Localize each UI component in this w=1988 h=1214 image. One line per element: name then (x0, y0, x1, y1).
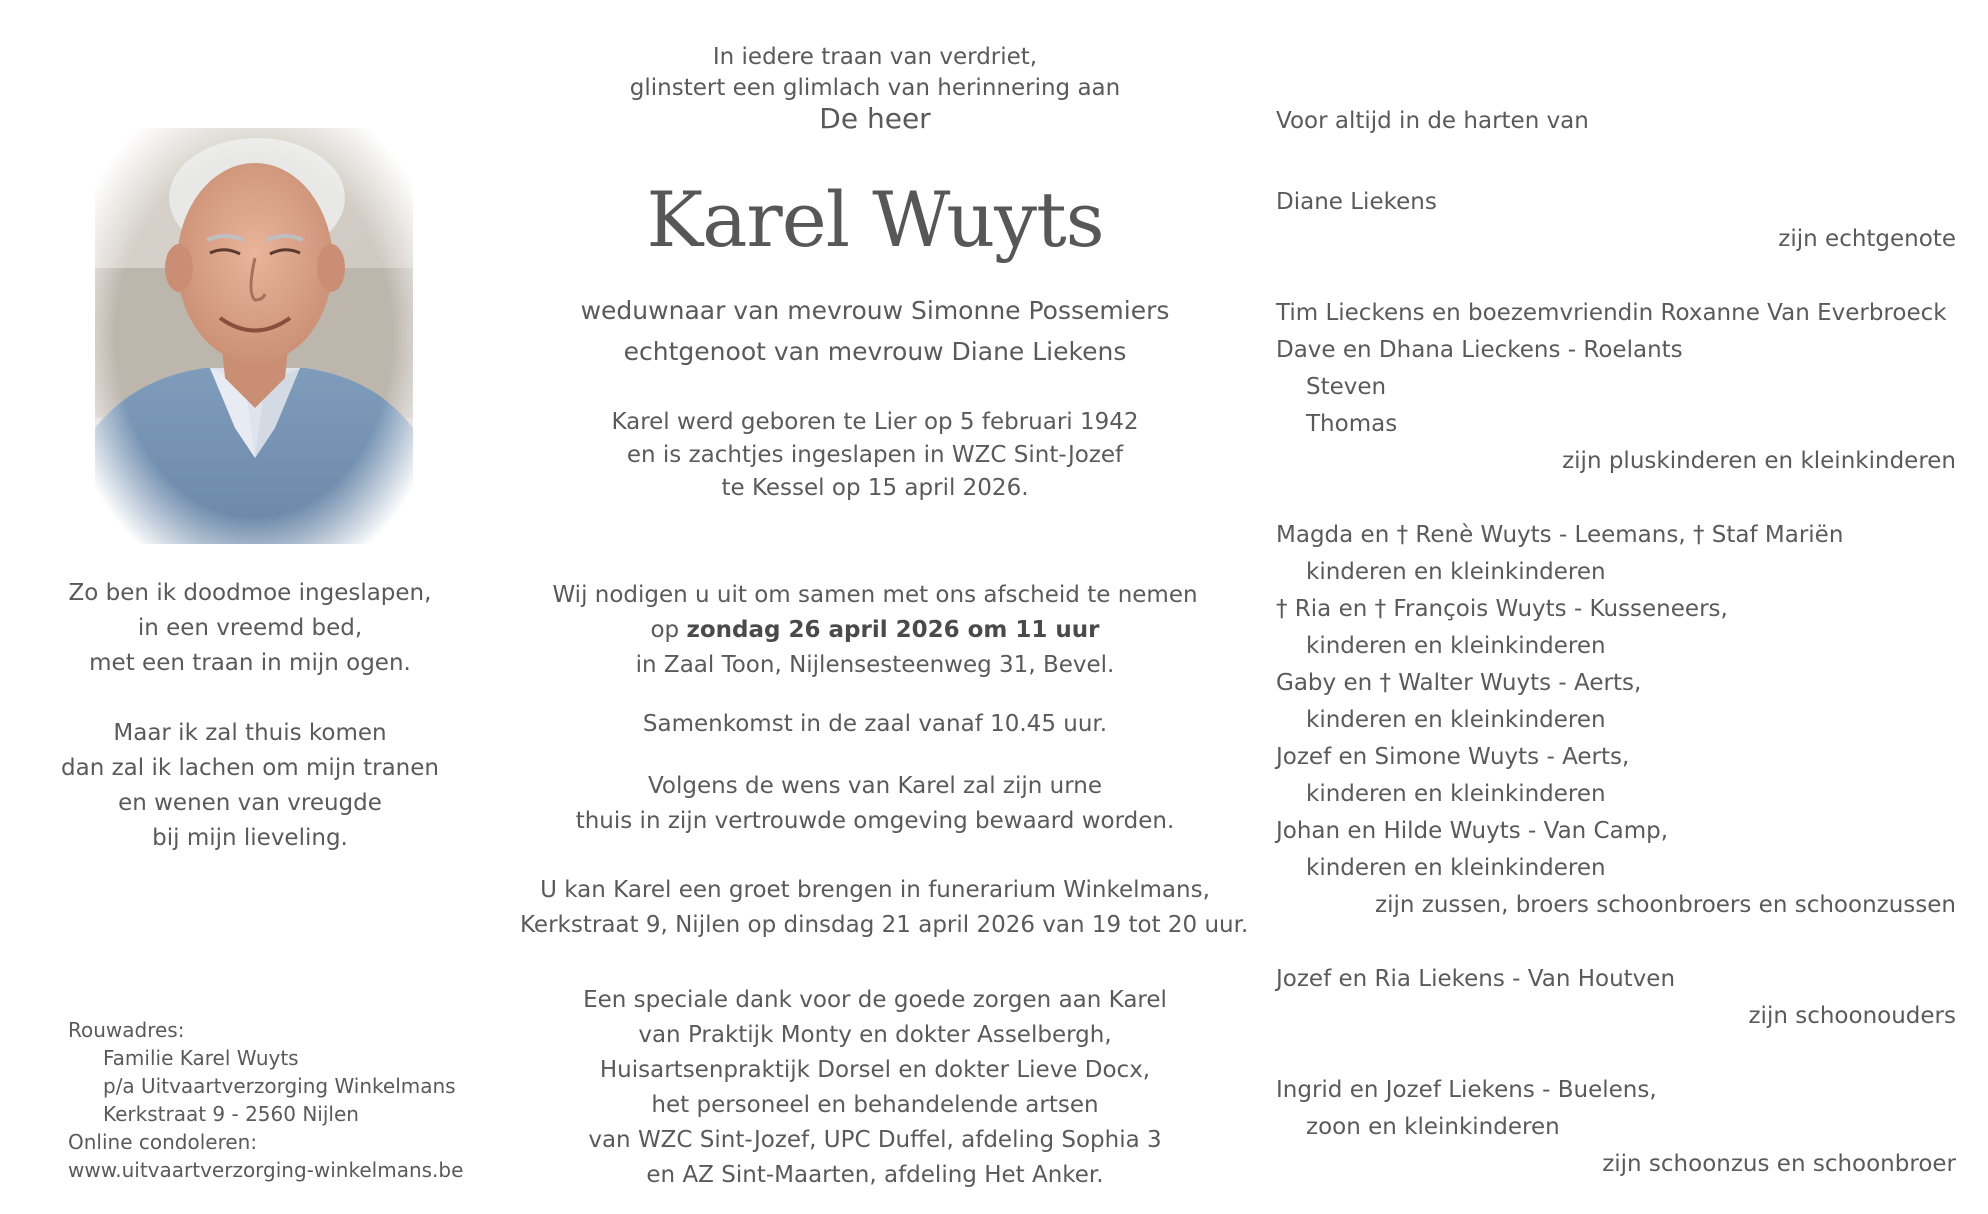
address-line: Kerkstraat 9 - 2560 Nijlen (103, 1102, 359, 1126)
family-member: Jozef en Simone Wuyts - Aerts, (1276, 744, 1630, 770)
family-member: kinderen en kleinkinderen (1306, 707, 1606, 733)
birth-line: en is zachtjes ingeslapen in WZC Sint-Jozef (626, 442, 1124, 468)
invite-line: Wij nodigen u uit om samen met ons afscheid te nemen (552, 582, 1198, 608)
ceremony-date: zondag 26 april 2026 om 11 uur (686, 617, 1100, 643)
visit-line: Kerkstraat 9, Nijlen op dinsdag 21 april 2026 van 19 tot 20 uur. (520, 912, 1249, 938)
farewell-invitation (520, 578, 1230, 683)
family-role: zijn echtgenote (1778, 226, 1956, 252)
poem-line: Maar ik zal thuis komen (113, 720, 387, 746)
quote-line: In iedere traan van verdriet, (712, 44, 1038, 70)
family-member: Jozef en Ria Liekens - Van Houtven (1276, 966, 1676, 992)
poem-line: Zo ben ik doodmoe ingeslapen, (68, 580, 432, 606)
online-condolence-label: Online condoleren: (68, 1130, 258, 1154)
family-role: zijn schoonouders (1748, 1003, 1956, 1029)
family-member: kinderen en kleinkinderen (1306, 781, 1606, 807)
family-member: Steven (1306, 374, 1387, 400)
poem-line: met een traan in mijn ogen. (89, 650, 411, 676)
poem-line: dan zal ik lachen om mijn tranen (61, 755, 439, 781)
birth-death-info (520, 406, 1230, 505)
thanks-line: en AZ Sint-Maarten, afdeling Het Anker. (646, 1162, 1104, 1188)
relation-line: weduwnaar van mevrouw Simonne Possemiers (580, 296, 1170, 325)
family-role: zijn pluskinderen en kleinkinderen (1562, 448, 1956, 474)
quote-line: glinstert een glimlach van herinnering aan (629, 75, 1121, 101)
family-member: Johan en Hilde Wuyts - Van Camp, (1276, 818, 1669, 844)
invite-date-line (520, 613, 1230, 648)
quote (520, 42, 1230, 104)
invite-prefix: op (650, 617, 687, 643)
family-member: Thomas (1306, 411, 1398, 437)
thanks-line: Een speciale dank voor de goede zorgen aan Karel (583, 987, 1167, 1013)
relations (520, 290, 1230, 372)
mourning-address (68, 1016, 463, 1184)
family-member: † Ria en † François Wuyts - Kusseneers, (1276, 596, 1728, 622)
poem-line: bij mijn lieveling. (152, 825, 348, 851)
family-role: zijn zussen, broers schoonbroers en schoonzussen (1375, 892, 1956, 918)
family-member: zoon en kleinkinderen (1306, 1114, 1560, 1140)
invite-location: in Zaal Toon, Nijlensesteenweg 31, Bevel. (635, 652, 1115, 678)
website-link[interactable]: www.uitvaartverzorging-winkelmans.be (68, 1158, 464, 1182)
family-member: Magda en † Renè Wuyts - Leemans, † Staf Mariën (1276, 522, 1844, 548)
poem-line: in een vreemd bed, (137, 615, 363, 641)
urn-line: Volgens de wens van Karel zal zijn urne (647, 773, 1103, 799)
relation-line: echtgenoot van mevrouw Diane Liekens (623, 337, 1127, 366)
family-role: zijn schoonzus en schoonbroer (1602, 1151, 1956, 1177)
family-member: Gaby en † Walter Wuyts - Aerts, (1276, 670, 1642, 696)
gathering-time (520, 707, 1230, 742)
family-member: kinderen en kleinkinderen (1306, 633, 1606, 659)
visitation-info (520, 873, 1249, 943)
address-line: Familie Karel Wuyts (103, 1046, 299, 1070)
thanks-line: Huisartsenpraktijk Dorsel en dokter Lieve Docx, (599, 1057, 1151, 1083)
family-member: Ingrid en Jozef Liekens - Buelens, (1276, 1077, 1657, 1103)
urn-wish (520, 769, 1230, 839)
poem (40, 576, 460, 856)
thanks-section (520, 983, 1230, 1193)
salutation: De heer (819, 102, 931, 135)
birth-line: Karel werd geboren te Lier op 5 februari 1942 (611, 409, 1139, 435)
address-label: Rouwadres: (68, 1018, 185, 1042)
poem-stanza-gap (40, 681, 460, 716)
visit-line: U kan Karel een groet brengen in funerarium Winkelmans, (540, 877, 1210, 903)
deceased-name: Karel Wuyts (646, 175, 1104, 264)
thanks-line: het personeel en behandelende artsen (651, 1092, 1099, 1118)
thanks-line: van Praktijk Monty en dokter Asselbergh, (638, 1022, 1112, 1048)
poem-line: en wenen van vreugde (118, 790, 382, 816)
birth-line: te Kessel op 15 april 2026. (721, 475, 1029, 501)
urn-line: thuis in zijn vertrouwde omgeving bewaard worden. (575, 808, 1175, 834)
family-member: Diane Liekens (1276, 189, 1437, 215)
family-member: Tim Lieckens en boezemvriendin Roxanne Van Everbroeck (1276, 300, 1947, 326)
family-member: kinderen en kleinkinderen (1306, 855, 1606, 881)
family-intro: Voor altijd in de harten van (1276, 108, 1589, 134)
family-member: kinderen en kleinkinderen (1306, 559, 1606, 585)
thanks-line: van WZC Sint-Jozef, UPC Duffel, afdeling Sophia 3 (588, 1127, 1162, 1153)
portrait-photo (95, 128, 413, 544)
address-line: p/a Uitvaartverzorging Winkelmans (103, 1074, 456, 1098)
family-member: Dave en Dhana Lieckens - Roelants (1276, 337, 1683, 363)
gather-line: Samenkomst in de zaal vanaf 10.45 uur. (642, 711, 1108, 737)
